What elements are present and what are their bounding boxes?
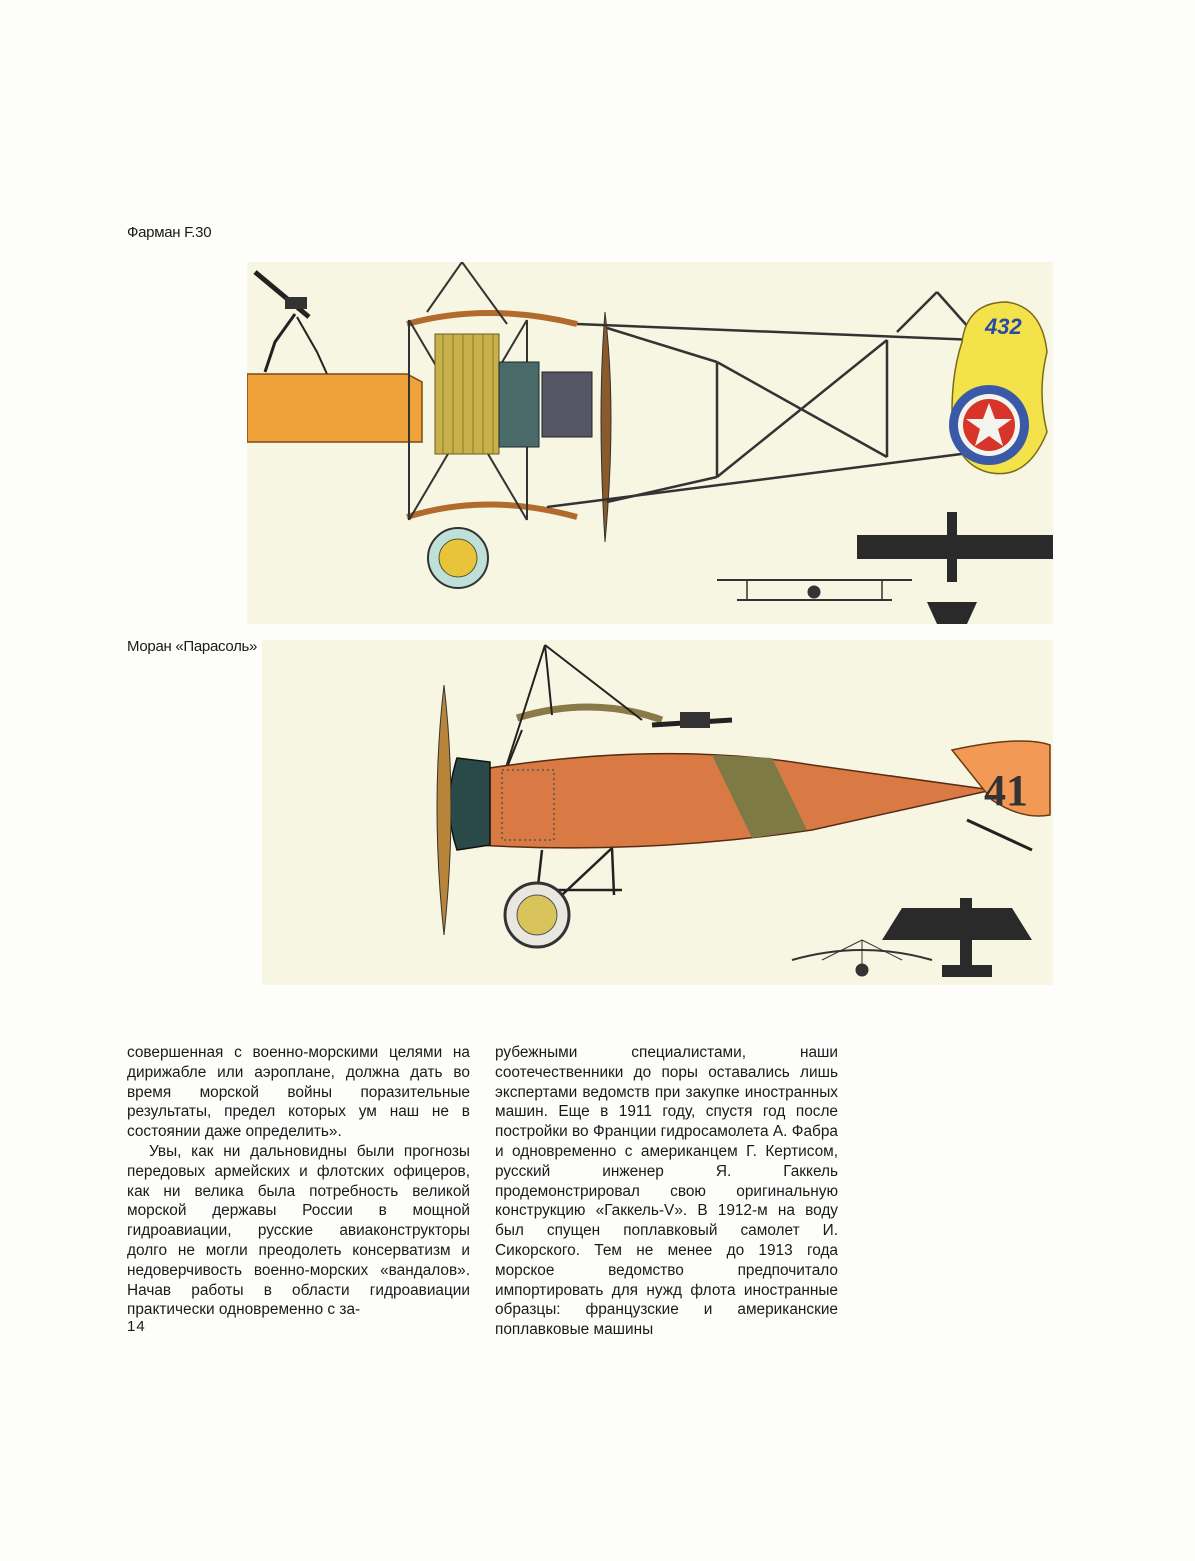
- roundel-icon: [949, 385, 1029, 465]
- farman-illustration: [247, 262, 1053, 624]
- farman-propeller: [601, 312, 611, 542]
- figure-caption-morane: Моран «Парасоль»: [127, 638, 258, 655]
- text-column-right: [495, 1043, 838, 1340]
- text-column-left: [127, 1043, 470, 1320]
- morane-illustration: [262, 640, 1053, 985]
- morane-wheel: [505, 883, 569, 947]
- morane-machine-gun: [652, 712, 732, 728]
- figure-caption-farman: Фарман F.30: [127, 224, 212, 241]
- farman-wheel: [428, 528, 488, 588]
- morane-propeller: [437, 685, 451, 935]
- farman-upper-wing: [407, 313, 577, 324]
- farman-radiator: [435, 334, 499, 454]
- farman-machine-gun: [255, 272, 327, 374]
- farman-engine: [499, 362, 539, 447]
- farman-tail-number: 432: [985, 314, 1022, 339]
- morane-tail-number: 41: [984, 766, 1028, 815]
- morane-top-view-silhouette: [882, 898, 1032, 977]
- paragraph: Увы, как ни дальновидны были прогнозы передовых армейских и флотских офицеров, как ни велика была потребность великой морской державы России в мощной гидроавиации, русские авиаконструкторы долго не могли преодолеть консерватизм и недоверчивость военно-морских «вандалов». Начав работы в области гидроавиации практически одновременно с за-: [127, 1142, 470, 1319]
- paragraph: рубежными специалистами, наши соотечественники до поры оставались лишь экспертами ведомств при закупке иностранных машин. Еще в 1911 году, спустя год после постройки во Франции гидросамолета А. Фабра и одновременно с американцем Г. Кертисом, русский инженер Я. Гаккель продемонстрировал свою оригинальную конструкцию «Гаккель-V». В 1912-м на воду был спущен поплавковый самолет И. Сикорского. Тем не менее до 1913 года морское ведомство предпочитало импортировать для нужд флота иностранные образцы: французские и американские поплавковые машины: [495, 1044, 838, 1339]
- farman-nacelle: [247, 374, 422, 442]
- farman-drawing: [247, 262, 1053, 624]
- farman-tail-booms: [547, 292, 977, 507]
- page-number: 14: [127, 1318, 146, 1335]
- farman-top-view-silhouette: [857, 512, 1053, 624]
- farman-front-view-silhouette: [717, 580, 912, 600]
- paragraph: совершенная с военно-морскими целями на дирижабле или аэроплане, должна дать во время морской войны поразительные результаты, предел которых ум наш не в состоянии даже определить».: [127, 1044, 470, 1141]
- morane-cowling: [450, 758, 491, 850]
- morane-drawing: [262, 640, 1053, 985]
- morane-front-view-silhouette: [792, 940, 932, 976]
